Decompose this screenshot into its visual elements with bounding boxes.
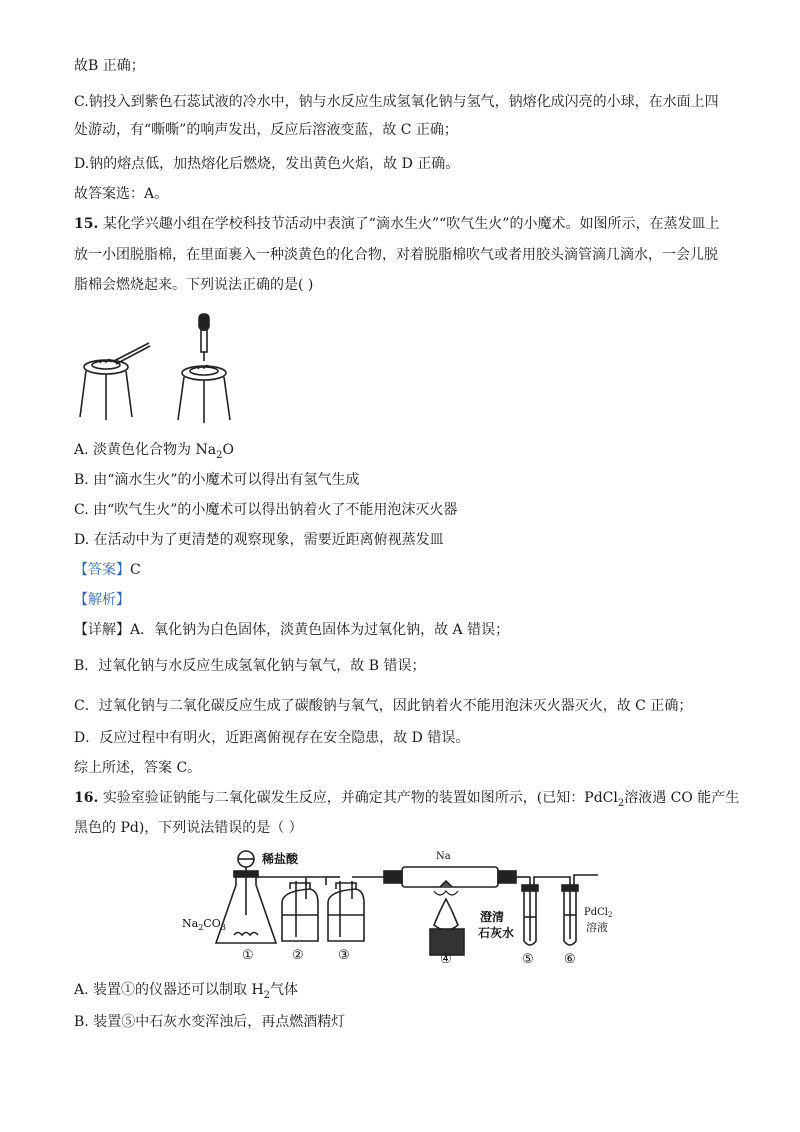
q15-option-a: A. 淡黄色化合物为 $Na_2O$ — [74, 442, 234, 461]
drip-setup-drawing — [178, 314, 230, 423]
prev-c-line-2: 处游动，有“嘶嘶”的响声发出，反应后溶液变蓝，故 C 正确； — [74, 122, 458, 138]
q15-summary: 综上所述，答案 C。 — [74, 760, 202, 776]
q15-analysis-tag: 【解析】 — [74, 592, 130, 608]
detail-tag: 【详解】 — [74, 622, 130, 638]
pdcl2-label: PdCl$_2$ — [584, 907, 613, 919]
q16-number: 16. — [74, 790, 99, 806]
apparatus-4-tube-and-lamp — [384, 867, 530, 955]
q15-detail-c: C．过氧化钠与二氧化碳反应生成了碳酸钠与氧气，因此钠着火不能用泡沫灭火器灭火，故 C 正确； — [74, 698, 693, 714]
q16-option-b: B. 装置⑤中石灰水变浑浊后，再点燃酒精灯 — [74, 1014, 346, 1030]
q15-figure — [74, 305, 244, 430]
acid-label: 稀盐酸 — [262, 852, 299, 866]
blow-setup-drawing — [80, 343, 150, 420]
q15-detail-b: B．过氧化钠与水反应生成氢氧化钠与氧气，故 B 错误； — [74, 658, 426, 674]
na2co3-label: $Na_2CO_3$ — [182, 917, 226, 932]
q15-stem-line-3: 脂棉会燃烧起来。下列说法正确的是( ) — [74, 277, 314, 293]
prev-b-line: 故B 正确； — [74, 58, 145, 74]
q15-option-c: C. 由“吹气生火”的小魔术可以得出钠着火了不能用泡沫灭火器 — [74, 502, 458, 518]
apparatus-2-bottle — [282, 877, 326, 941]
na-label: Na — [436, 851, 451, 862]
q16-stem-line-2: 黑色的 Pd)，下列说法错误的是（ ） — [74, 820, 303, 836]
device-number-5: ⑤ — [522, 952, 534, 963]
limewater-label-2: 石灰水 — [478, 926, 515, 940]
q15-stem-line-2: 放一小团脱脂棉，在里面裹入一种淡黄色的化合物，对着脱脂棉吹气或者用胶头滴管滴几滴水，一会儿脱 — [74, 247, 718, 263]
q16-stem-line-1: 16. 实验室验证钠能与二氧化碳发生反应，并确定其产物的装置如图所示，(已知：PdCl$_2$溶液遇 CO 能产生 — [74, 790, 740, 809]
device-number-4: ④ — [440, 952, 452, 963]
device-number-3: ③ — [338, 948, 350, 963]
q16-option-a: A. 装置①的仪器还可以制取 $H_2$气体 — [74, 982, 299, 1001]
prev-answer-line: 故答案选：A。 — [74, 186, 169, 202]
device-number-6: ⑥ — [564, 952, 576, 963]
q15-stem-1: 某化学兴趣小组在学校科技节活动中表演了“滴水生火”“吹气生火”的小魔术。如图所示，在蒸发皿上 — [102, 216, 720, 232]
q15-option-b: B. 由“滴水生火”的小魔术可以得出有氢气生成 — [74, 472, 360, 488]
q15-detail-a: 【详解】A．氧化钠为白色固体，淡黄色固体为过氧化钠，故 A 错误； — [74, 622, 510, 638]
apparatus-3-bottle — [326, 877, 390, 941]
q15-option-d: D. 在活动中为了更清楚的观察现象，需要近距离俯视蒸发皿 — [74, 532, 444, 548]
prev-d-line: D.钠的熔点低，加热熔化后燃烧，发出黄色火焰，故 D 正确。 — [74, 156, 460, 172]
q16-apparatus-figure — [178, 845, 628, 963]
q15-answer — [74, 560, 141, 580]
prev-c-line-1: C.钠投入到紫色石蕊试液的冷水中，钠与水反应生成氢氧化钠与氢气，钠熔化成闪亮的小球，在水面上四 — [74, 94, 719, 110]
q15-detail-d: D．反应过程中有明火，近距离俯视存在安全隐患，故 D 错误。 — [74, 730, 470, 746]
device-number-1: ① — [242, 948, 254, 963]
q15-number: 15. — [74, 216, 99, 232]
q15-stem-line-1 — [74, 214, 719, 234]
device-number-2: ② — [292, 948, 304, 963]
answer-tag: 【答案】 — [74, 562, 130, 578]
limewater-label-1: 澄清 — [480, 910, 505, 924]
answer-value: C — [130, 562, 141, 578]
pdcl2-solution-label: 溶液 — [586, 921, 608, 934]
